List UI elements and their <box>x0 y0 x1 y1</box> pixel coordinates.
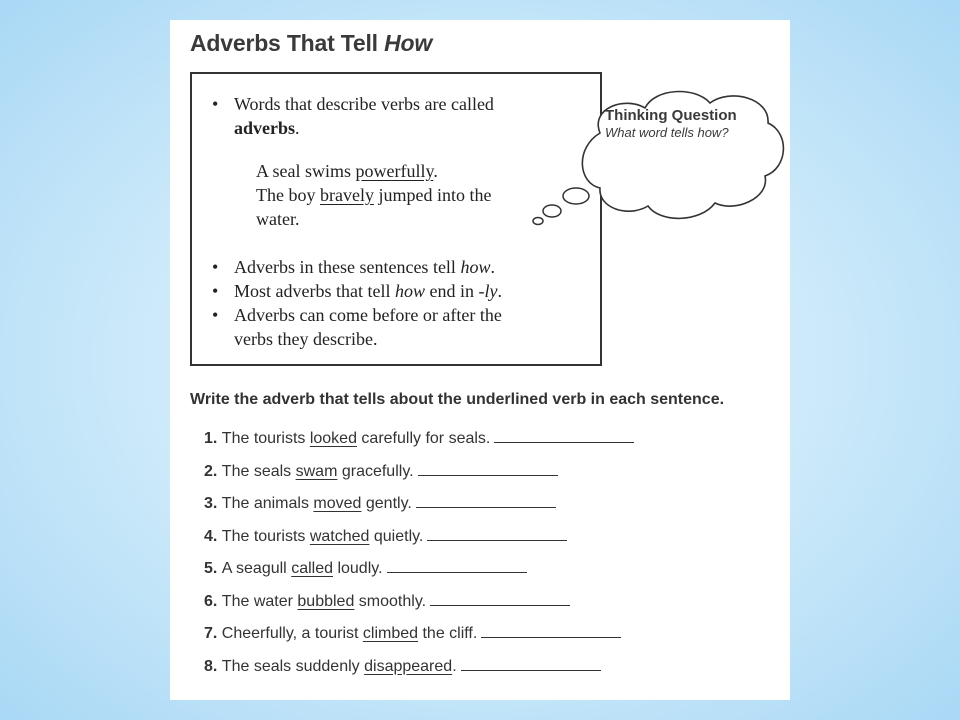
exercise-number: 5. <box>204 560 222 577</box>
exercise-number: 3. <box>204 495 222 512</box>
exercise-text: The seals suddenly <box>221 657 365 675</box>
answer-blank[interactable] <box>430 604 570 606</box>
text: end in <box>425 281 479 301</box>
directions-text: Write the adverb that tells about the underlined verb in each sentence. <box>190 391 725 408</box>
text: Most adverbs that tell <box>234 281 395 301</box>
exercise-number: 6. <box>204 592 222 610</box>
title-emphasis: How <box>384 30 433 56</box>
example-sentence-1 <box>256 159 438 183</box>
example-text: A seal swims <box>256 161 356 181</box>
answer-blank[interactable] <box>427 539 567 541</box>
exercise-item <box>204 528 567 546</box>
cloud-bubble-large <box>563 188 589 204</box>
underlined-verb: disappeared <box>364 657 453 675</box>
example-text: The boy <box>256 185 320 205</box>
rule-text <box>234 116 300 140</box>
exercise-text: gracefully. <box>337 462 414 480</box>
thinking-question <box>605 107 785 141</box>
exercise-text: smoothly. <box>354 592 427 610</box>
bullet-dot: • <box>212 94 219 114</box>
underlined-verb: looked <box>309 430 357 447</box>
bullet-dot: • <box>212 257 219 277</box>
exercise-text: gently. <box>361 495 412 512</box>
rule-text: Adverbs can come before or after the <box>234 305 502 325</box>
exercise-item <box>204 593 570 611</box>
thinking-text: What word tells how? <box>605 125 729 140</box>
underlined-verb: climbed <box>362 625 419 642</box>
underlined-verb: moved <box>313 495 362 512</box>
exercise-text: The animals <box>221 495 314 512</box>
exercise-text: carefully for seals. <box>356 430 491 447</box>
example-sentence-2 <box>256 183 491 207</box>
worksheet-page <box>170 20 790 700</box>
exercise-text: The tourists <box>221 430 310 447</box>
answer-blank[interactable] <box>461 669 601 671</box>
text: . <box>497 281 502 301</box>
example-text: . <box>433 161 438 181</box>
example-text: jumped into the <box>373 185 492 205</box>
underlined-verb: called <box>291 560 333 577</box>
answer-blank[interactable] <box>416 506 556 508</box>
exercise-item <box>204 463 558 481</box>
example-adverb: bravely <box>319 185 374 205</box>
rule-text <box>234 279 502 303</box>
exercise-item <box>204 560 527 578</box>
punctuation: . <box>295 118 300 138</box>
thinking-heading: Thinking Question <box>605 107 737 124</box>
rule-text: verbs they describe. <box>234 329 378 349</box>
underlined-verb: bubbled <box>297 592 355 610</box>
thought-cloud-icon <box>530 78 790 238</box>
rule-text: Words that describe verbs are called <box>234 94 494 114</box>
exercise-number: 2. <box>204 462 222 480</box>
cloud-bubble-medium <box>543 205 561 217</box>
exercise-item <box>204 430 634 448</box>
exercise-item <box>204 658 601 676</box>
exercise-text: the cliff. <box>418 625 478 642</box>
term-adverbs: adverbs <box>234 118 296 138</box>
exercise-text: quietly. <box>369 527 424 545</box>
exercise-text: The seals <box>221 462 296 480</box>
underlined-verb: swam <box>295 462 338 480</box>
bullet-dot: • <box>212 281 219 301</box>
exercise-item <box>204 495 556 513</box>
exercise-text: . <box>452 657 457 675</box>
rule-text <box>234 255 495 279</box>
answer-blank[interactable] <box>481 636 621 638</box>
exercise-number: 8. <box>204 657 222 675</box>
page-title <box>190 30 432 57</box>
exercise-text: loudly. <box>333 560 383 577</box>
example-sentence-2-cont: water. <box>256 209 300 229</box>
answer-blank[interactable] <box>387 571 527 573</box>
text: Adverbs in these sentences tell <box>234 257 461 277</box>
bullet-dot: • <box>212 305 219 325</box>
exercise-text: The water <box>221 592 298 610</box>
em-text: how <box>460 257 491 277</box>
em-text: -ly <box>478 281 498 301</box>
answer-blank[interactable] <box>418 474 558 476</box>
text: . <box>490 257 495 277</box>
exercise-text: The tourists <box>221 527 310 545</box>
underlined-verb: watched <box>309 527 370 545</box>
exercise-item <box>204 625 621 643</box>
title-text: Adverbs That Tell <box>190 30 385 56</box>
exercise-text: Cheerfully, a tourist <box>221 625 363 642</box>
em-text: how <box>394 281 425 301</box>
exercise-number: 7. <box>204 625 222 642</box>
answer-blank[interactable] <box>494 441 634 443</box>
example-adverb: powerfully <box>355 161 434 181</box>
exercise-text: A seagull <box>221 560 292 577</box>
exercise-number: 4. <box>204 527 222 545</box>
exercise-number: 1. <box>204 430 222 447</box>
cloud-bubble-small <box>533 218 543 225</box>
